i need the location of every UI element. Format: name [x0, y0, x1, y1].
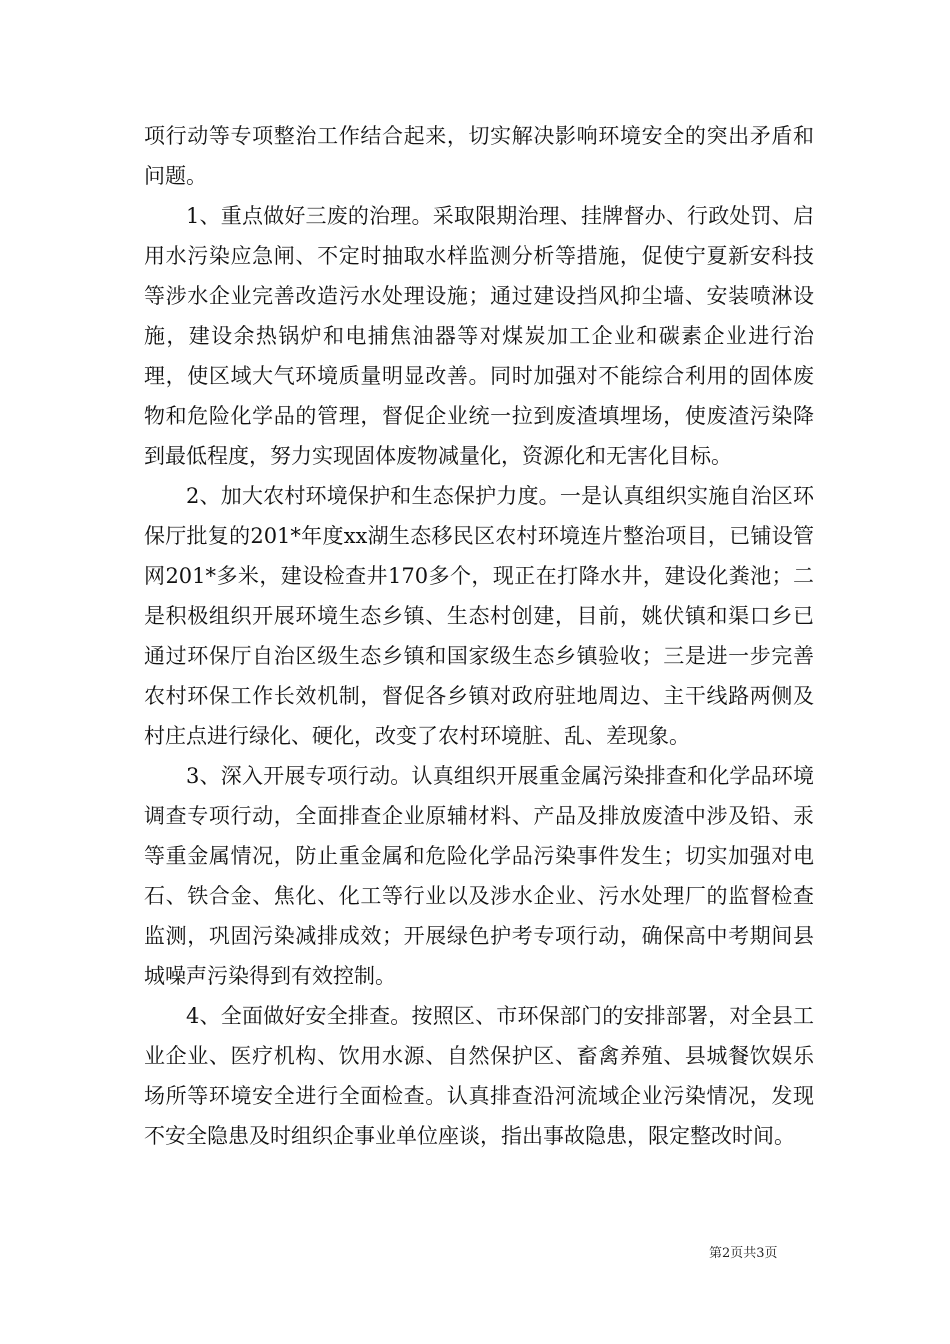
- document-body: [144, 116, 814, 1156]
- paragraph-item-1: 1、重点做好三废的治理。采取限期治理、挂牌督办、行政处罚、启用水污染应急闸、不定时抽取水样监测分析等措施，促使宁夏新安科技等涉水企业完善改造污水处理设施；通过建设挡风抑尘墙、安装喷淋设施，建设余热锅炉和电捕焦油器等对煤炭加工企业和碳素企业进行治理，使区域大气环境质量明显改善。同时加强对不能综合利用的固体废物和危险化学品的管理，督促企业统一拉到废渣填埋场，使废渣污染降到最低程度，努力实现固体废物减量化，资源化和无害化目标。: [144, 204, 814, 468]
- paragraph-item-3: 3、深入开展专项行动。认真组织开展重金属污染排查和化学品环境调查专项行动，全面排查企业原辅材料、产品及排放废渣中涉及铅、汞等重金属情况，防止重金属和危险化学品污染事件发生；切实加强对电石、铁合金、焦化、化工等行业以及涉水企业、污水处理厂的监督检查监测，巩固污染减排成效；开展绿色护考专项行动，确保高中考期间县城噪声污染得到有效控制。: [144, 764, 814, 988]
- paragraph-continuation: 项行动等专项整治工作结合起来，切实解决影响环境安全的突出矛盾和问题。: [144, 124, 814, 188]
- paragraph-item-4: 4、全面做好安全排查。按照区、市环保部门的安排部署，对全县工业企业、医疗机构、饮用水源、自然保护区、畜禽养殖、县城餐饮娱乐场所等环境安全进行全面检查。认真排查沿河流域企业污染情况，发现不安全隐患及时组织企事业单位座谈，指出事故隐患，限定整改时间。: [144, 1004, 814, 1148]
- page-number-footer: 第2页共3页: [709, 1246, 778, 1261]
- paragraph-item-2: 2、加大农村环境保护和生态保护力度。一是认真组织实施自治区环保厅批复的201*年度xx湖生态移民区农村环境连片整治项目，已铺设管网201*多米，建设检查井170多个，现正在打降水井，建设化粪池；二是积极组织开展环境生态乡镇、生态村创建，目前，姚伏镇和渠口乡已通过环保厅自治区级生态乡镇和国家级生态乡镇验收；三是进一步完善农村环保工作长效机制，督促各乡镇对政府驻地周边、主干线路两侧及村庄点进行绿化、硬化，改变了农村环境脏、乱、差现象。: [144, 484, 814, 748]
